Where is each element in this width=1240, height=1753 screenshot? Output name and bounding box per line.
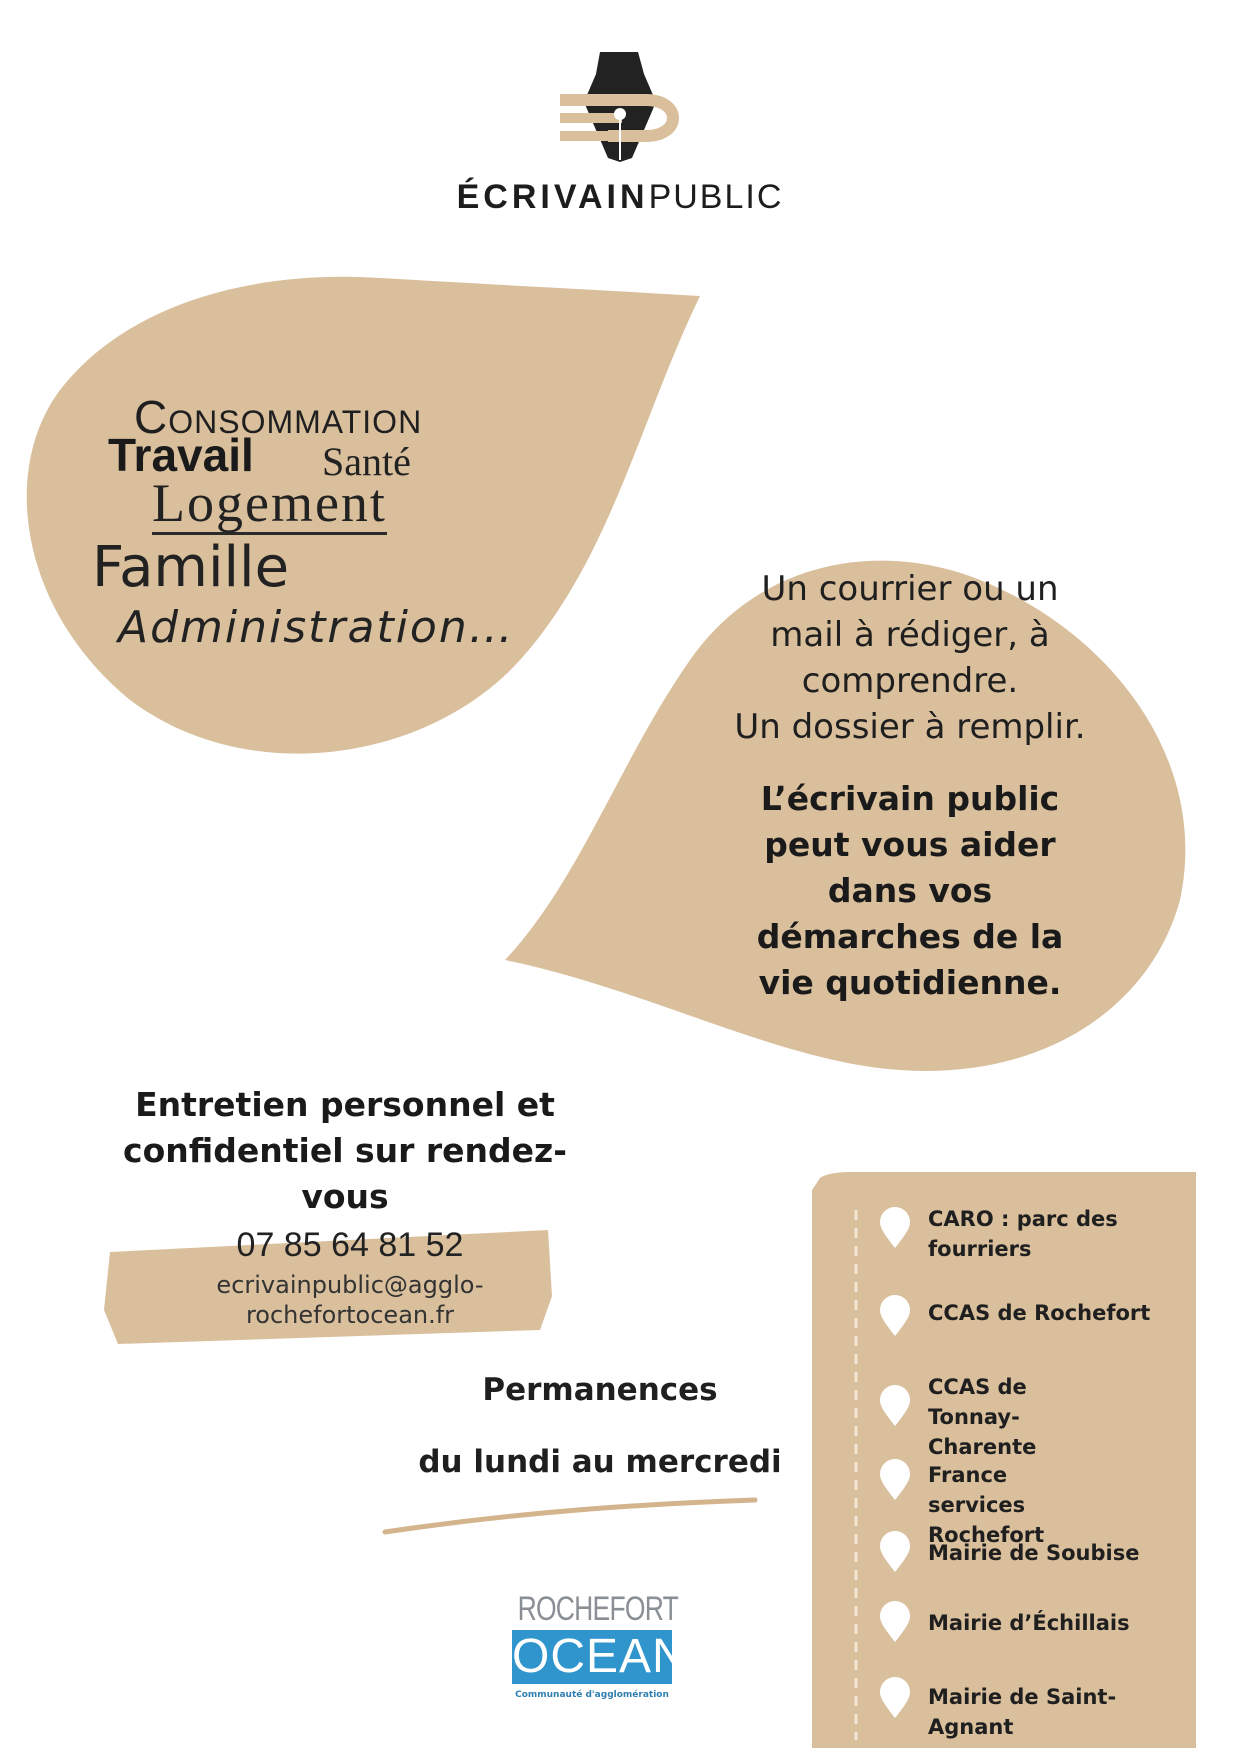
- bubble-text: [680, 566, 1140, 1006]
- topic-travail: Travail: [108, 429, 254, 481]
- logo-wordmark-bold: ÉCRIVAIN: [456, 178, 649, 216]
- location-mairie-saint-agnant: Mairie de Saint-Agnant: [928, 1685, 1117, 1739]
- contact-heading: [120, 1082, 570, 1220]
- location-pin-icon: [878, 1294, 912, 1338]
- phone-number[interactable]: 07 85 64 81 52: [236, 1226, 464, 1264]
- permanences-days: du lundi au mercredi: [418, 1444, 782, 1480]
- underline-stroke: [385, 1500, 755, 1532]
- topic-logement: Logement: [152, 473, 387, 533]
- fountain-pen-logo-icon: [540, 44, 700, 164]
- email-line: rochefortocean.fr: [245, 1301, 455, 1329]
- bubble-intro-line: mail à rédiger, à: [770, 615, 1050, 655]
- contact-line: Entretien personnel et: [135, 1085, 555, 1124]
- logo-wordmark: [400, 178, 840, 217]
- topic-famille: Famille: [92, 535, 290, 600]
- bubble-intro-line: Un dossier à remplir.: [734, 707, 1086, 747]
- location-mairie-echillais: Mairie d’Échillais: [928, 1611, 1130, 1635]
- bubble-bold-line: vie quotidienne.: [758, 963, 1062, 1002]
- ocean-logo-text: OCEAN: [512, 1630, 688, 1683]
- bubble-bold-block: [680, 776, 1140, 1006]
- topic-sante: Santé: [322, 439, 411, 484]
- location-caro: CARO : parc des fourriers: [928, 1207, 1118, 1261]
- location-pin-icon: [878, 1600, 912, 1644]
- contact-line: vous: [301, 1177, 389, 1216]
- bubble-bold-line: L’écrivain public: [760, 779, 1060, 818]
- permanences-title: Permanences: [482, 1372, 718, 1408]
- email-line: ecrivainpublic@agglo-: [216, 1271, 484, 1299]
- location-pin-icon: [878, 1458, 912, 1502]
- location-ccas-rochefort: CCAS de Rochefort: [928, 1301, 1151, 1325]
- location-pin-icon: [878, 1530, 912, 1574]
- topic-administration: Administration…: [118, 602, 515, 653]
- email-address[interactable]: [170, 1270, 530, 1330]
- location-pin-icon: [878, 1384, 912, 1428]
- rochefort-logo-top: ROCHEFORT: [517, 1590, 679, 1628]
- location-pin-icon: [878, 1676, 912, 1720]
- topic-consommation: Consommation: [134, 391, 423, 443]
- location-france-services: France services Rochefort: [928, 1463, 1045, 1547]
- bubble-intro-line: Un courrier ou un: [761, 569, 1059, 609]
- ocean-logo-subtitle: Communauté d'agglomération: [515, 1690, 669, 1700]
- logo-wordmark-light: PUBLIC: [648, 178, 784, 216]
- bubble-intro-line: comprendre.: [801, 661, 1019, 701]
- bubble-bold-line: peut vous aider: [764, 825, 1056, 864]
- location-pin-icon: [878, 1206, 912, 1250]
- location-ccas-tonnay-charente: CCAS de Tonnay-Charente: [928, 1375, 1037, 1459]
- bubble-bold-line: démarches de la: [756, 917, 1064, 956]
- location-mairie-soubise: Mairie de Soubise: [928, 1541, 1140, 1565]
- contact-line: confidentiel sur rendez-: [123, 1131, 567, 1170]
- bubble-bold-line: dans vos: [827, 871, 993, 910]
